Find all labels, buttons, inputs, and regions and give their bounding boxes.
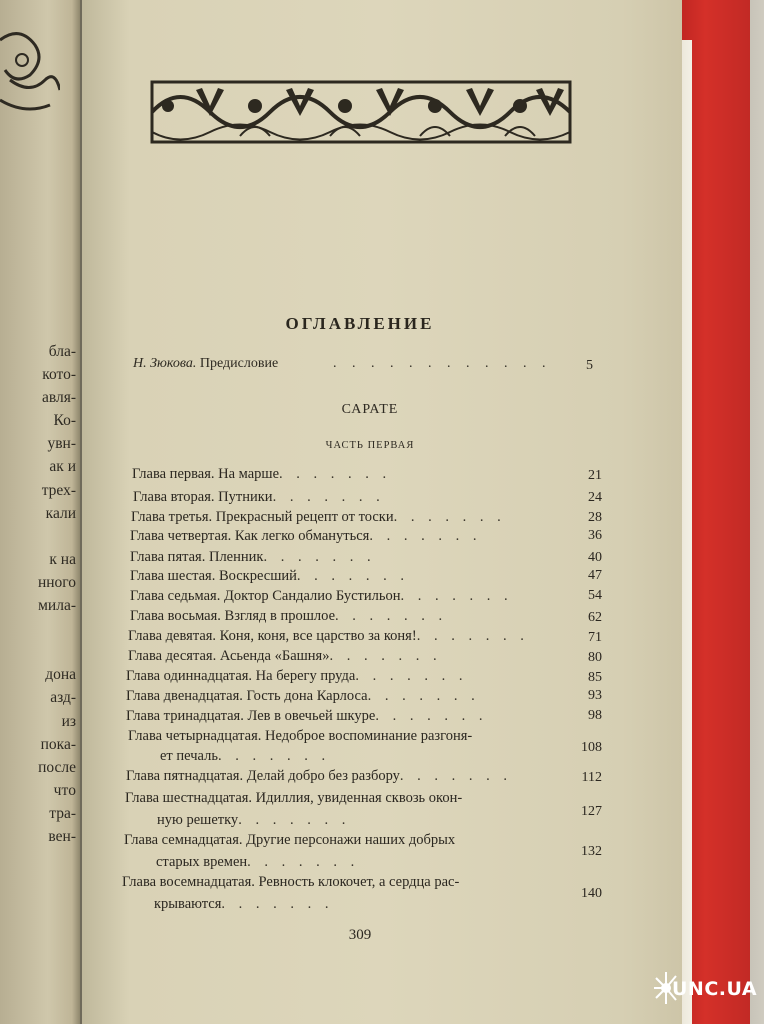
chapter-page-number: 62: [588, 610, 602, 625]
chapter-page-number: 80: [588, 650, 602, 665]
leader-dots: . . . . . . .: [221, 896, 334, 912]
toc-preface-entry[interactable]: [133, 356, 593, 378]
chapter-page-number: 40: [588, 550, 602, 565]
section-title: САРАТЕ: [341, 402, 399, 417]
leader-dots: . . . . . . .: [238, 812, 351, 828]
leader-dots: . . . . . . .: [399, 768, 513, 784]
toc-chapter-entry-line[interactable]: [128, 628, 555, 648]
toc-chapter-entry-line[interactable]: [124, 832, 555, 852]
watermark-text: UNC.UA: [672, 978, 758, 1000]
chapter-title-text: Глава десятая. Асьенда «Башня»: [128, 648, 330, 664]
leader-dots: . . . . . . .: [217, 748, 331, 764]
decorative-headpiece: [150, 72, 572, 154]
part-title: ЧАСТЬ ПЕРВАЯ: [325, 440, 415, 451]
toc-chapter-entry-line[interactable]: [154, 896, 555, 916]
chapter-title-text: Глава одиннадцатая. На берегу пруда: [126, 668, 356, 684]
chapter-title-text: Глава восьмая. Взгляд в прошлое: [130, 608, 336, 624]
leader-dots: . . . . . . .: [263, 549, 376, 565]
chapter-page-number: 140: [581, 886, 602, 901]
toc-chapter-entry-line[interactable]: [157, 812, 555, 832]
toc-chapter-entry-line[interactable]: [122, 874, 555, 894]
toc-chapter-entry-line[interactable]: [133, 489, 555, 509]
chapter-title-text: Глава тринадцатая. Лев в овечьей шкуре: [126, 708, 376, 724]
toc-chapter-entry-line[interactable]: [126, 768, 555, 788]
left-page: [0, 0, 80, 1024]
leader-dots: . . . . . . .: [247, 854, 360, 870]
chapter-title-text: ет печаль: [160, 748, 218, 764]
chapter-title-text: Глава первая. На марше: [132, 466, 280, 482]
chapter-page-number: 93: [588, 688, 602, 703]
toc-chapter-entry-line[interactable]: [132, 466, 555, 486]
preface-author: Н. Зюкова.: [133, 356, 197, 371]
chapter-title-text: Глава четырнадцатая. Недоброе воспоминание разгоня-: [128, 728, 473, 744]
leader-dots: . . . . . . .: [400, 588, 513, 604]
preface-leader-dots: . . . . . . . . . . . .: [333, 356, 552, 371]
chapter-title-text: Глава семнадцатая. Другие персонажи наших добрых: [124, 832, 456, 848]
chapter-page-number: 98: [588, 708, 602, 723]
toc-chapter-entry-line[interactable]: [125, 790, 555, 810]
toc-chapter-entry-line[interactable]: [160, 748, 555, 768]
chapter-page-number: 36: [588, 528, 602, 543]
left-page-ornament: [0, 20, 60, 130]
chapter-title-text: Глава пятая. Пленник: [130, 549, 264, 565]
leader-dots: . . . . . . .: [279, 466, 392, 482]
toc-chapter-entry-line[interactable]: [130, 568, 555, 588]
leader-dots: . . . . . . .: [369, 528, 482, 544]
chapter-title-text: Глава третья. Прекрасный рецепт от тоски: [131, 509, 394, 525]
leader-dots: . . . . . . .: [272, 489, 385, 505]
leader-dots: . . . . . . .: [355, 668, 468, 684]
chapter-title-text: Глава седьмая. Доктор Сандалио Бустильон: [130, 588, 401, 604]
chapter-page-number: 71: [588, 630, 602, 645]
chapter-title-text: Глава пятнадцатая. Делай добро без разбору: [126, 768, 400, 784]
chapter-page-number: 28: [588, 510, 602, 525]
toc-chapter-entry-line[interactable]: [130, 549, 555, 569]
chapter-title-text: Глава четвертая. Как легко обмануться: [130, 528, 370, 544]
chapter-page-number: 127: [581, 804, 602, 819]
chapter-page-number: 24: [588, 490, 602, 505]
toc-chapter-entry-line[interactable]: [128, 648, 555, 668]
chapter-title-text: ную решетку: [157, 812, 239, 828]
toc-chapter-entry-line[interactable]: [128, 728, 555, 748]
chapter-title-text: Глава двенадцатая. Гость дона Карлоса: [126, 688, 368, 704]
toc-chapter-entry-line[interactable]: [130, 608, 555, 628]
chapter-page-number: 47: [588, 568, 602, 583]
leader-dots: . . . . . . .: [329, 648, 442, 664]
chapter-title-text: Глава вторая. Путники: [133, 489, 273, 505]
chapter-title-text: Глава восемнадцатая. Ревность клокочет, а сердца рас-: [122, 874, 460, 890]
chapter-title-text: Глава девятая. Коня, коня, все царство за коня!: [128, 628, 417, 644]
toc-chapter-entry-line[interactable]: [126, 708, 555, 728]
leader-dots: . . . . . . .: [416, 628, 529, 644]
chapter-title-text: Глава шестая. Воскресший: [130, 568, 297, 584]
toc-chapter-entry-line[interactable]: [131, 509, 555, 529]
toc-chapter-entry-line[interactable]: [130, 588, 555, 608]
toc-chapter-entry-line[interactable]: [126, 668, 555, 688]
chapter-page-number: 21: [588, 468, 602, 483]
toc-heading: ОГЛАВЛЕНИЕ: [285, 314, 435, 333]
toc-chapter-entry-line[interactable]: [156, 854, 555, 874]
chapter-title-text: старых времен: [156, 854, 248, 870]
leader-dots: . . . . . . .: [367, 688, 480, 704]
chapter-title-text: крываются: [154, 896, 222, 912]
toc-chapter-entry-line[interactable]: [126, 688, 555, 708]
chapter-page-number: 132: [581, 844, 602, 859]
preface-page-number: 5: [586, 358, 593, 373]
chapter-page-number: 54: [588, 588, 602, 603]
chapter-page-number: 108: [581, 740, 602, 755]
chapter-page-number: 85: [588, 670, 602, 685]
page-number-folio: 309: [348, 927, 372, 943]
left-page-text-fragments: бла- кото- авля- Ко- увн- ак и трех- кали к на нного мила- дона азд- из пока- после чтo тра- вен-: [37, 343, 76, 845]
leader-dots: . . . . . . .: [335, 608, 448, 624]
chapter-page-number: 112: [581, 770, 602, 785]
leader-dots: . . . . . . .: [296, 568, 410, 584]
leader-dots: . . . . . . .: [375, 708, 488, 724]
toc-chapter-entry-line[interactable]: [130, 528, 555, 548]
preface-title: Предисловие: [199, 356, 279, 371]
leader-dots: . . . . . . .: [393, 509, 506, 525]
chapter-title-text: Глава шестнадцатая. Идиллия, увиденная сквозь окон-: [125, 790, 463, 806]
